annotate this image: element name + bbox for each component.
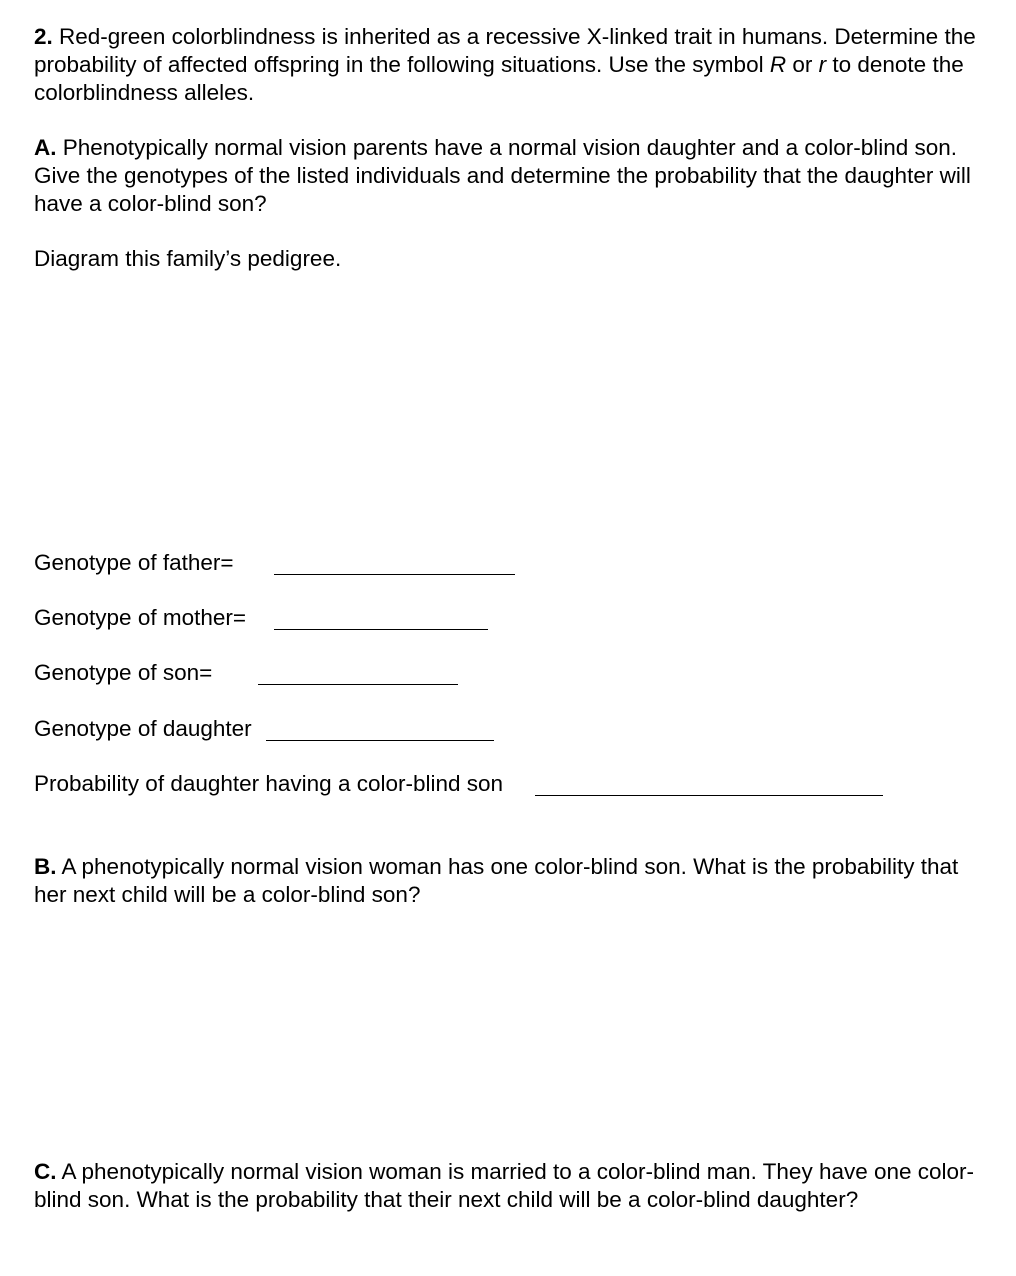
part-a-label: A. (34, 135, 57, 160)
part-c-text: A phenotypically normal vision woman is married to a color-blind man. They have one color-blind son. What is the probability that their next child will be a color-blind daughter? (34, 1159, 975, 1212)
son-genotype-blank[interactable] (258, 684, 458, 685)
question-number: 2. (34, 24, 53, 49)
part-c-question (34, 1158, 984, 1214)
part-c-label: C. (34, 1159, 57, 1184)
part-b-label: B. (34, 854, 57, 879)
mother-genotype-blank[interactable] (274, 629, 488, 630)
pedigree-diagram-prompt: Diagram this family’s pedigree. (34, 246, 342, 271)
father-genotype-label: Genotype of father= (34, 550, 234, 575)
part-b-text: A phenotypically normal vision woman has one color-blind son. What is the probability that her next child will be a color-blind son? (34, 854, 959, 907)
question-2-intro (34, 23, 984, 107)
part-a-question (34, 134, 984, 218)
question-text-or: or (786, 52, 819, 77)
part-a-text: Phenotypically normal vision parents have a normal vision daughter and a color-blind son. Give the genotypes of the listed individuals and determine the probability that the daughter will have a color-blind son? (34, 135, 971, 216)
question-text-part1: Red-green colorblindness is inherited as a recessive X-linked trait in humans. Determine the probability of affected offspring in the following situations. Use the symbol (34, 24, 976, 77)
allele-symbol-dominant: R (769, 52, 787, 77)
part-b-question (34, 853, 984, 909)
question-text-part2: to denote the colorblindness alleles. (34, 52, 964, 105)
allele-symbol-recessive: r (818, 52, 827, 77)
mother-genotype-label: Genotype of mother= (34, 605, 247, 630)
daughter-genotype-label: Genotype of daughter (34, 716, 252, 741)
son-genotype-label: Genotype of son= (34, 660, 213, 685)
father-genotype-blank[interactable] (274, 574, 515, 575)
probability-blank[interactable] (535, 795, 883, 796)
daughter-genotype-blank[interactable] (266, 740, 494, 741)
probability-label: Probability of daughter having a color-blind son (34, 771, 504, 796)
